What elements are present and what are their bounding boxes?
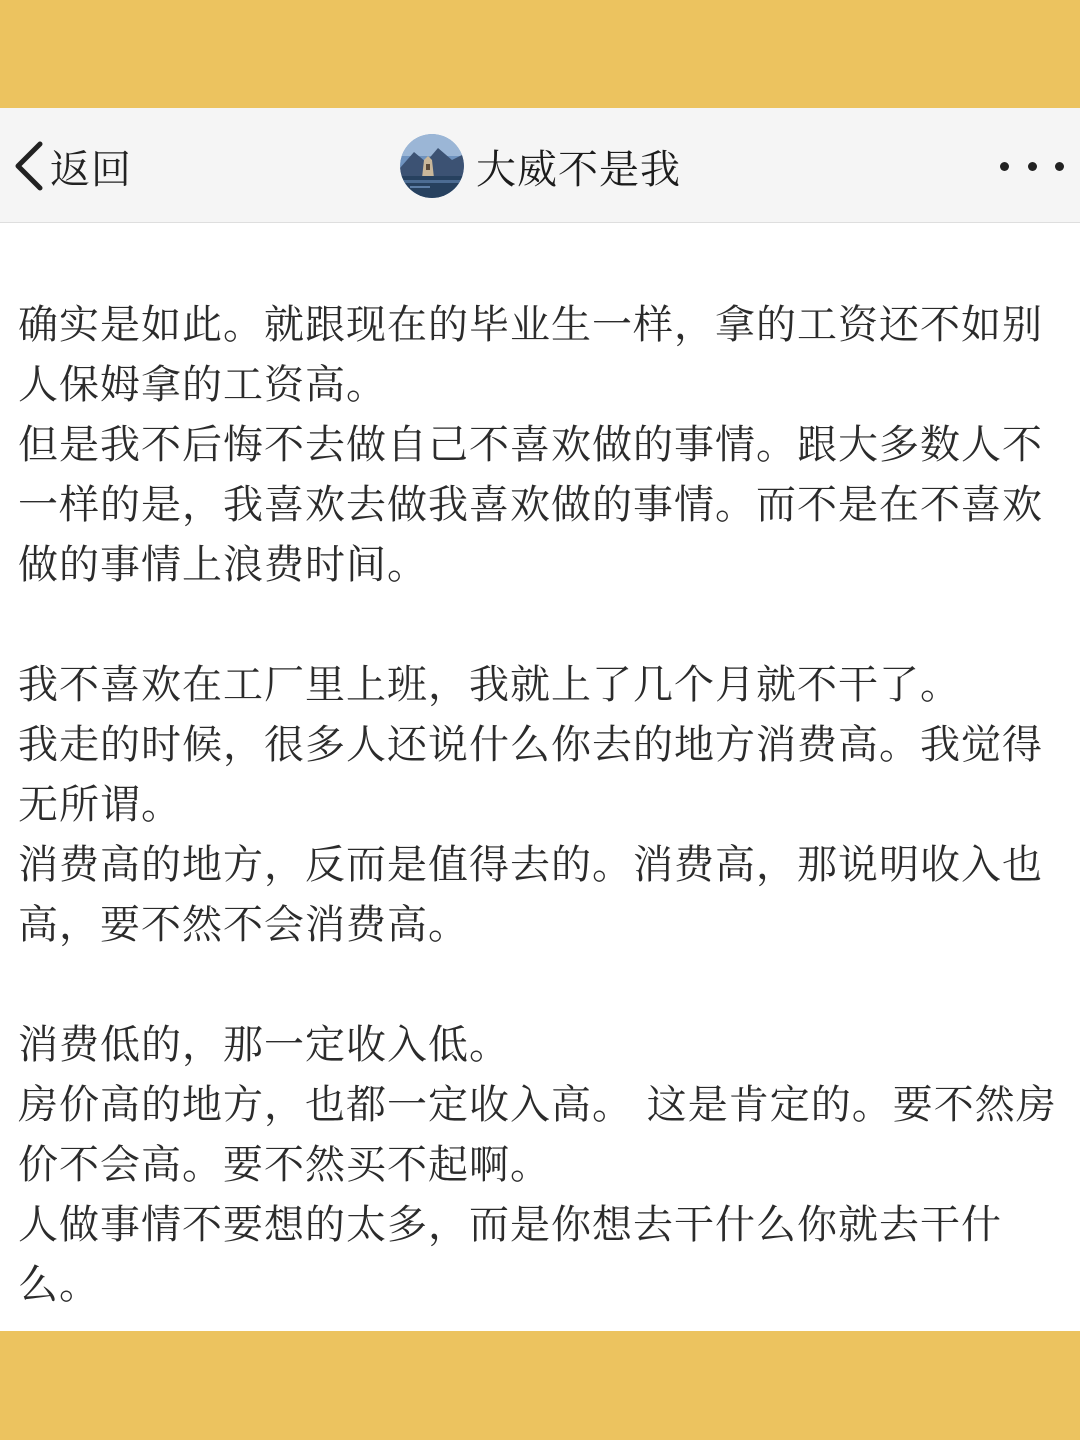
paragraph: 房价高的地方，也都一定收入高。 这是肯定的。要不然房价不会高。要不然买不起啊。 <box>18 1082 1057 1188</box>
navigation-bar <box>0 108 1080 223</box>
blank-line <box>18 955 1058 1015</box>
dot <box>1055 162 1064 171</box>
dot <box>1028 162 1037 171</box>
paragraph: 消费高的地方，反而是值得去的。消费高，那说明收入也高，要不然不会消费高。 <box>18 842 1043 948</box>
more-dots-icon[interactable] <box>1000 146 1064 186</box>
avatar[interactable] <box>400 134 464 198</box>
title-group <box>400 134 681 198</box>
page-title: 大威不是我 <box>476 146 681 193</box>
paragraph: 确实是如此。就跟现在的毕业生一样，拿的工资还不如别人保姆拿的工资高。 <box>18 302 1043 408</box>
paragraph: 我走的时候，很多人还说什么你去的地方消费高。我觉得无所谓。 <box>18 722 1043 828</box>
dot <box>1000 162 1009 171</box>
paragraph: 人做事情不要想的太多，而是你想去干什么你就去干什么。 <box>18 1202 1002 1308</box>
back-label: 返回 <box>50 146 132 193</box>
chevron-left-icon <box>10 138 48 194</box>
bottom-border-band <box>0 1331 1080 1440</box>
post-content <box>0 223 1080 1331</box>
paragraph: 我不喜欢在工厂里上班，我就上了几个月就不干了。 <box>18 662 961 708</box>
paragraph: 但是我不后悔不去做自己不喜欢做的事情。跟大多数人不一样的是，我喜欢去做我喜欢做的事情。而不是在不喜欢做的事情上浪费时间。 <box>18 422 1043 588</box>
post-body <box>18 295 1058 1315</box>
top-border-band <box>0 0 1080 108</box>
paragraph: 消费低的，那一定收入低。 <box>18 1022 510 1068</box>
blank-line <box>18 595 1058 655</box>
back-button[interactable] <box>10 136 132 196</box>
